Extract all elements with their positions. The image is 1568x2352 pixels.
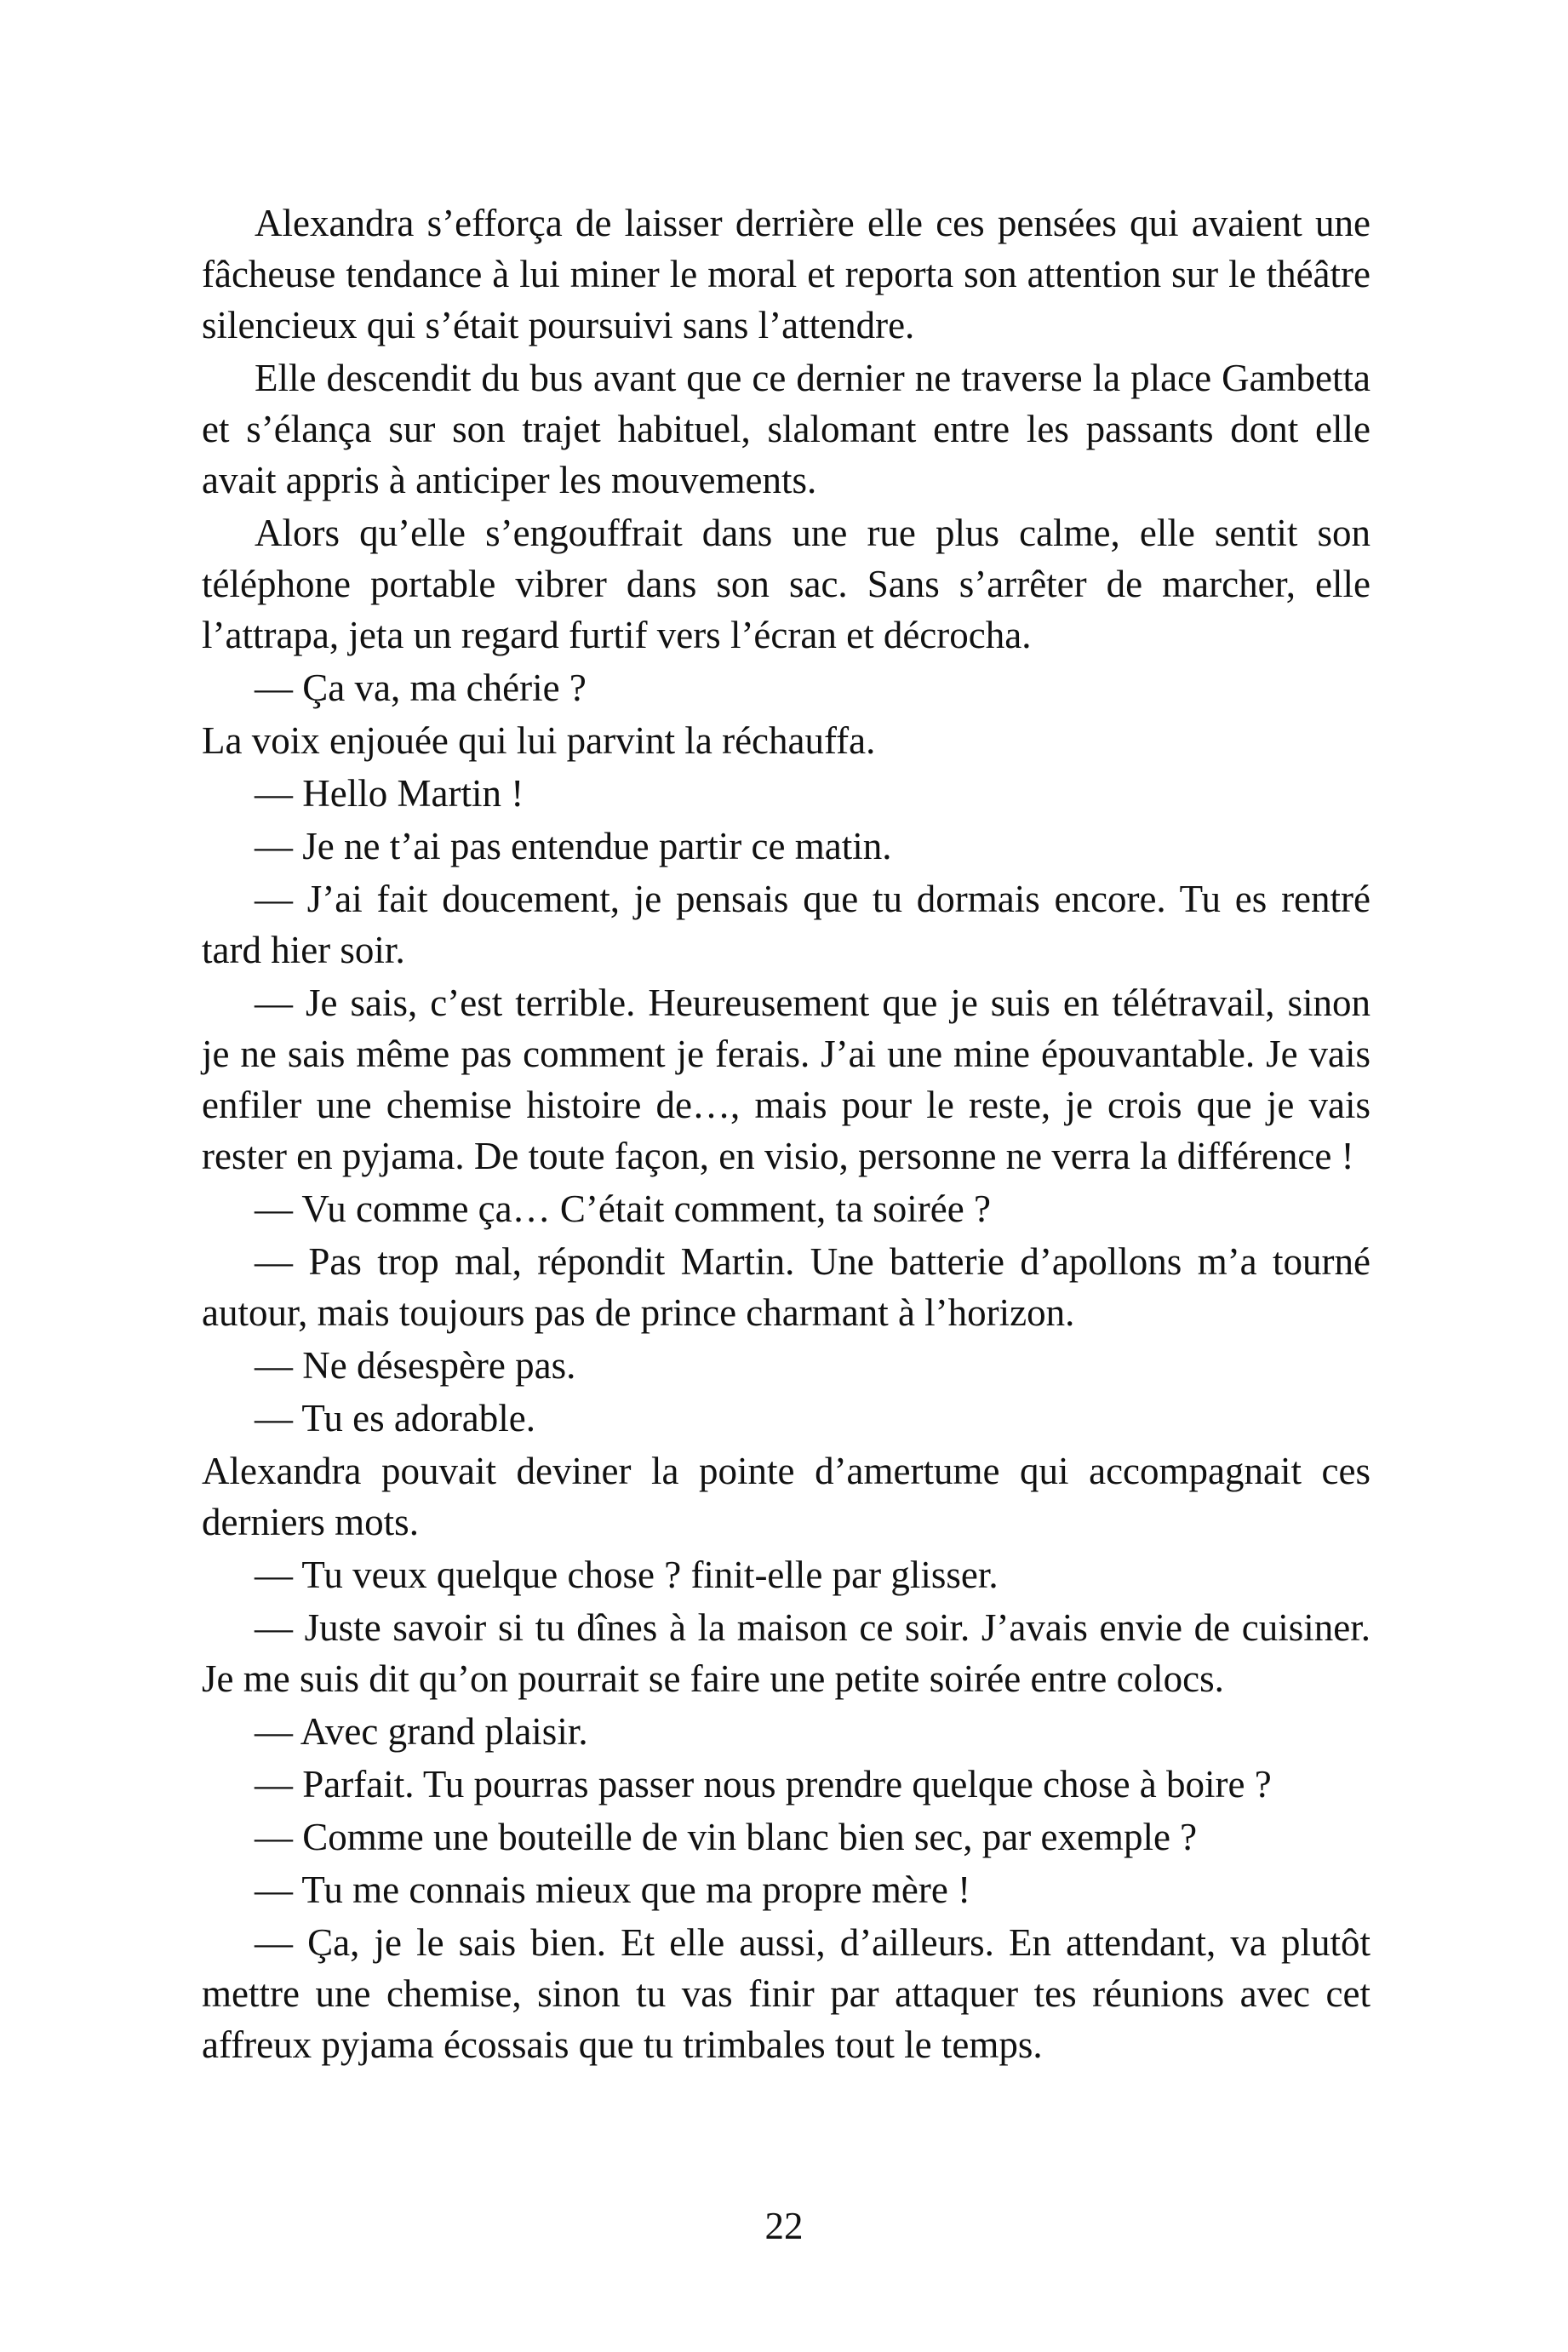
paragraph: Alexandra s’efforça de laisser derrière elle ces pensées qui avaient une fâcheuse tendance à lui miner le moral et reporta son attention sur le théâtre silencieux qui s’était poursuivi sans l’attendre. xyxy=(202,202,1371,346)
paragraph: Alors qu’elle s’engouffrait dans une rue plus calme, elle sentit son téléphone portable vibrer dans son sac. Sans s’arrêter de marcher, elle l’attrapa, jeta un regard furtif vers l’écran et décrocha. xyxy=(202,512,1371,656)
dialogue-line: — J’ai fait doucement, je pensais que tu dormais encore. Tu es rentré tard hier soir. xyxy=(202,878,1371,971)
dialogue-line: — Ça, je le sais bien. Et elle aussi, d’ailleurs. En attendant, va plutôt mettre une chemise, sinon tu vas finir par attaquer tes réunions avec cet affreux pyjama écossais que tu trimbales tout le temps. xyxy=(202,1921,1371,2066)
paragraph: Alexandra pouvait deviner la pointe d’amertume qui accompagnait ces derniers mots. xyxy=(202,1450,1371,1543)
paragraph: Elle descendit du bus avant que ce dernier ne traverse la place Gambetta et s’élança sur son trajet habituel, slalomant entre les passants dont elle avait appris à anticiper les mouvements. xyxy=(202,357,1371,501)
dialogue-line: — Parfait. Tu pourras passer nous prendre quelque chose à boire ? xyxy=(255,1763,1272,1805)
dialogue-line: — Vu comme ça… C’était comment, ta soirée ? xyxy=(255,1187,991,1230)
dialogue-line: — Hello Martin ! xyxy=(255,772,524,815)
dialogue-line: — Tu es adorable. xyxy=(255,1397,535,1439)
paragraph: La voix enjouée qui lui parvint la réchauffa. xyxy=(202,719,876,762)
body-text xyxy=(202,197,1371,2072)
dialogue-line: — Je ne t’ai pas entendue partir ce matin. xyxy=(255,825,892,867)
dialogue-line: — Je sais, c’est terrible. Heureusement que je suis en télétravail, sinon je ne sais même pas comment je ferais. J’ai une mine épouvantable. Je vais enfiler une chemise histoire de…, mais pour le reste, je crois que je vais rester en pyjama. De toute façon, en visio, personne ne verra la différence ! xyxy=(202,981,1371,1177)
dialogue-line: — Tu veux quelque chose ? finit-elle par glisser. xyxy=(255,1554,999,1596)
dialogue-line: — Tu me connais mieux que ma propre mère ! xyxy=(255,1868,971,1911)
dialogue-line: — Comme une bouteille de vin blanc bien sec, par exemple ? xyxy=(255,1816,1198,1858)
dialogue-line: — Ça va, ma chérie ? xyxy=(255,667,587,709)
dialogue-line: — Juste savoir si tu dînes à la maison ce soir. J’avais envie de cuisiner. Je me suis dit qu’on pourrait se faire une petite soirée entre colocs. xyxy=(202,1606,1371,1700)
dialogue-line: — Ne désespère pas. xyxy=(255,1344,576,1387)
page-number: 22 xyxy=(764,2205,804,2247)
dialogue-line: — Pas trop mal, répondit Martin. Une batterie d’apollons m’a tourné autour, mais toujours pas de prince charmant à l’horizon. xyxy=(202,1240,1371,1334)
dialogue-line: — Avec grand plaisir. xyxy=(255,1710,588,1753)
